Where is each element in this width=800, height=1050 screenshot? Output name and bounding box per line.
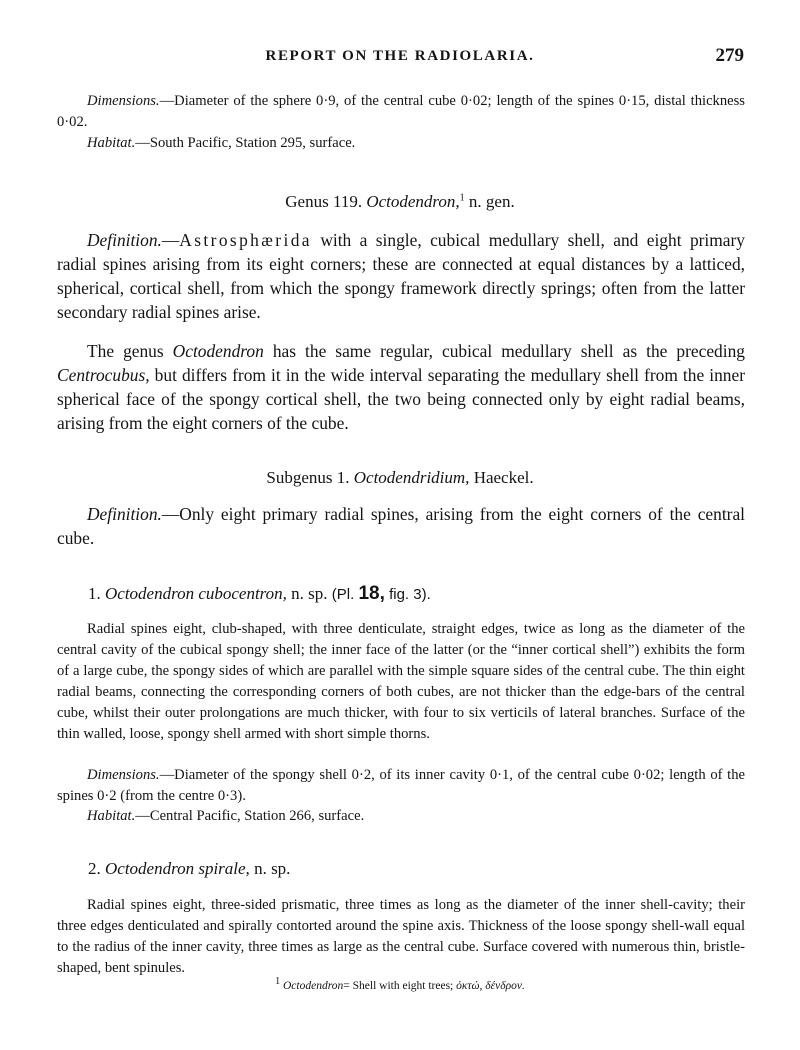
species1-dimensions-label: Dimensions. bbox=[87, 767, 160, 783]
footnote-term: Octodendron bbox=[283, 980, 344, 992]
genus-remark-part1: The genus bbox=[87, 341, 164, 361]
genus-remark-part3: but differs from it in the wide interval separating the medullary shell from the inner spherical face of the spongy cortical shell, the two being connected only by eight radial beams, arising from the eight corners of the cube. bbox=[57, 365, 745, 433]
prev-habitat bbox=[57, 133, 745, 154]
subgenus-definition-text: —Only eight primary radial spines, arising from the eight corners of the central cube. bbox=[57, 504, 745, 548]
species1-dimensions-text: —Diameter of the spongy shell 0·2, of its inner cavity 0·1, of the central cube 0·02; length of the spines 0·2 (from the centre 0·3). bbox=[57, 767, 745, 804]
footnote-greek: ὀκτώ, δένδρον. bbox=[456, 980, 525, 992]
species1-dimensions bbox=[57, 765, 745, 807]
subgenus-definition-label: Definition. bbox=[87, 504, 162, 524]
species1-plate-number: 18, bbox=[358, 583, 385, 604]
prev-habitat-text: —South Pacific, Station 295, surface. bbox=[135, 135, 356, 151]
prev-habitat-label: Habitat. bbox=[87, 135, 136, 151]
running-title: REPORT ON THE RADIOLARIA. bbox=[265, 48, 535, 64]
footnote-text: = Shell with eight trees; bbox=[343, 980, 454, 992]
page-number: 279 bbox=[715, 45, 744, 66]
subgenus-prefix: Subgenus 1. bbox=[266, 468, 350, 487]
genus-footnote-mark: 1 bbox=[459, 192, 465, 204]
species1-description: Radial spines eight, club-shaped, with three denticulate, straight edges, twice as long as the diameter of the central cavity of the cubical spongy shell; the inner face of the latter (or the “inner cortical shell”) exhibits the form of a large cube, the spongy sides of which are parallel with the simple square sides of the central cube. The thin eight radial beams, connecting the corresponding corners of both cubes, are not thicker than the edge-bars of the central cube, whilst their outer prolongations are much thicker, with four to six verticils of lateral branches. Surface of the thin walled, loose, spongy shell armed with short simple thorns. bbox=[57, 621, 745, 742]
genus-suffix: n. gen. bbox=[468, 192, 515, 211]
genus-prefix: Genus 119. bbox=[285, 192, 363, 211]
species1-name: Octodendron cubocentron, bbox=[105, 584, 287, 603]
genus-remark bbox=[57, 339, 745, 435]
species2-suffix: n. sp. bbox=[254, 859, 291, 878]
prev-dimensions-text: —Diameter of the sphere 0·9, of the central cube 0·02; length of the spines 0·15, distal thickness 0·02. bbox=[57, 93, 745, 130]
species1-plate-fig: fig. 3). bbox=[389, 586, 431, 603]
genus-remark-italic2: Centrocubus, bbox=[57, 365, 150, 385]
subgenus-name: Octodendridium, bbox=[353, 468, 470, 487]
genus-definition-dash: — bbox=[161, 230, 180, 250]
species2-number: 2. bbox=[88, 859, 101, 878]
genus-name: Octodendron, bbox=[366, 192, 460, 211]
footnote-mark: 1 bbox=[275, 976, 281, 988]
prev-dimensions bbox=[57, 91, 745, 133]
page-header bbox=[0, 45, 800, 72]
species1-habitat bbox=[57, 806, 745, 827]
species2-title bbox=[88, 859, 290, 879]
species1-suffix: n. sp. bbox=[291, 584, 328, 603]
species1-habitat-label: Habitat. bbox=[87, 808, 136, 824]
genus-definition-text: with a single, cubical medullary shell, and eight primary radial spines arising from its eight corners; these are connected at equal distances by a latticed, spherical, cortical shell, from which the spongy framework directly springs; often from the latter secondary radial spines arise. bbox=[57, 230, 745, 322]
species1-title bbox=[88, 583, 431, 605]
subgenus-heading bbox=[0, 468, 800, 488]
genus-definition bbox=[57, 228, 745, 324]
footnote bbox=[0, 976, 800, 992]
genus-remark-italic1: Octodendron bbox=[172, 341, 264, 361]
species1-habitat-text: —Central Pacific, Station 266, surface. bbox=[135, 808, 365, 824]
subgenus-author: Haeckel. bbox=[473, 468, 534, 487]
prev-dimensions-label: Dimensions. bbox=[87, 93, 160, 109]
species1-plate-ref bbox=[331, 583, 431, 604]
genus-definition-label: Definition. bbox=[87, 230, 162, 250]
genus-remark-part2: has the same regular, cubical medullary shell as the preceding bbox=[272, 341, 745, 361]
genus-heading bbox=[0, 192, 800, 212]
genus-definition-taxon: Astrosphærida bbox=[179, 230, 312, 250]
species2-name: Octodendron spirale, bbox=[105, 859, 250, 878]
species2-description: Radial spines eight, three-sided prismatic, three times as long as the diameter of the inner shell-cavity; their three edges denticulated and spirally contorted around the spine axis. Thickness of the loose spongy shell-wall equal to the radius of the inner cavity, three times as large as the central cube. Surface covered with numerous thin, bristle-shaped, bent spinules. bbox=[57, 897, 745, 976]
species1-number: 1. bbox=[88, 584, 101, 603]
species1-plate-open: (Pl. bbox=[331, 586, 355, 603]
subgenus-definition bbox=[57, 502, 745, 550]
